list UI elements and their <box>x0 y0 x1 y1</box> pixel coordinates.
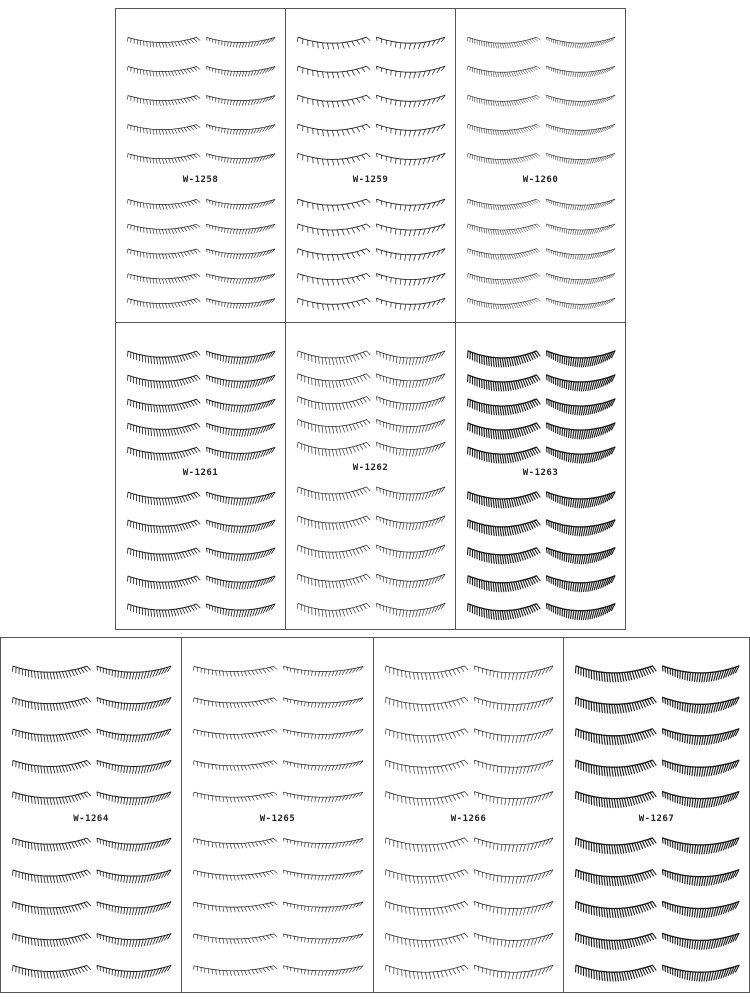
lash-strip <box>207 576 276 589</box>
lash-strip <box>663 729 740 745</box>
lash-strip <box>468 423 541 439</box>
lash-strip <box>547 351 616 367</box>
lash-strip <box>576 666 657 682</box>
lash-strip <box>207 96 276 106</box>
lash-strip <box>475 965 554 979</box>
sheet-code: W-1261 <box>182 468 219 478</box>
lash-strip <box>475 838 554 852</box>
lash-strip <box>128 200 201 210</box>
lash-strip <box>663 838 740 854</box>
lash-strip <box>128 125 201 135</box>
lash-strip <box>386 838 469 852</box>
lash-strip <box>377 153 446 165</box>
sheet-code: W-1266 <box>450 814 487 824</box>
sheet-code: W-1265 <box>259 814 296 824</box>
lash-sheet-w-1259 <box>285 8 456 323</box>
lash-strip <box>386 666 469 680</box>
lash-sheet-w-1264 <box>0 637 182 993</box>
lash-strip <box>663 870 740 886</box>
lash-strip <box>468 249 541 260</box>
lash-strip <box>547 199 616 210</box>
lash-strip <box>547 399 616 415</box>
lash-sheet-w-1262 <box>285 322 456 630</box>
lash-strip <box>468 351 541 367</box>
lash-strip <box>298 66 371 78</box>
lash-strip <box>576 792 657 808</box>
lash-strip <box>468 447 541 463</box>
lash-strip <box>386 933 469 947</box>
lash-strip <box>576 965 657 981</box>
lash-strip <box>468 274 541 285</box>
lash-strip <box>207 375 276 388</box>
lash-strip <box>13 934 91 947</box>
sheet-code: W-1267 <box>638 814 675 824</box>
lash-strip <box>207 299 276 309</box>
lash-strip <box>207 492 276 505</box>
lash-strip <box>547 124 616 135</box>
lash-strip <box>128 249 201 259</box>
lash-strip <box>377 224 446 236</box>
sheet-code: W-1259 <box>352 175 389 185</box>
lash-strip <box>547 447 616 463</box>
lash-strip <box>298 374 371 388</box>
lash-strip <box>468 224 541 235</box>
lash-strip <box>128 154 201 164</box>
lash-strip <box>298 487 371 501</box>
lash-strip <box>194 870 278 880</box>
lash-strip <box>663 697 740 713</box>
lash-strip <box>298 351 371 365</box>
lash-strip <box>194 667 278 677</box>
lash-strip <box>468 399 541 415</box>
lash-strip <box>468 548 541 564</box>
lash-strip <box>377 442 446 456</box>
lash-strip <box>468 95 541 106</box>
lash-strip <box>128 375 201 388</box>
lash-strip <box>298 224 371 236</box>
lash-strip <box>128 492 201 505</box>
lash-strip <box>547 37 616 48</box>
lash-strip <box>547 375 616 391</box>
lash-strips <box>286 323 457 631</box>
lash-strip <box>284 934 364 944</box>
lash-strips <box>286 9 457 324</box>
lash-strip <box>194 729 278 739</box>
lash-strip <box>377 199 446 211</box>
lash-strip <box>547 249 616 260</box>
lash-strip <box>377 574 446 588</box>
lash-strip <box>13 761 91 774</box>
lash-strip <box>207 447 276 460</box>
lash-strip <box>547 604 616 620</box>
lash-strip <box>547 274 616 285</box>
lash-strip <box>97 934 171 947</box>
lash-strip <box>207 249 276 259</box>
lash-strip <box>284 870 364 880</box>
lash-strip <box>386 792 469 806</box>
lash-strip <box>576 933 657 949</box>
lash-strip <box>468 199 541 210</box>
sheet-code: W-1262 <box>352 463 389 473</box>
lash-strip <box>386 729 469 743</box>
lash-strip <box>377 37 446 49</box>
lash-strip <box>377 274 446 286</box>
lash-strip <box>377 420 446 434</box>
lash-strip <box>97 761 171 774</box>
lash-sheet-w-1266 <box>373 637 564 993</box>
lash-strip <box>128 604 201 617</box>
lash-strip <box>377 124 446 136</box>
lash-strips <box>116 9 287 324</box>
lash-strip <box>475 729 554 743</box>
lash-strip <box>386 965 469 979</box>
lash-strip <box>207 274 276 284</box>
lash-strip <box>128 399 201 412</box>
lash-strip <box>468 492 541 508</box>
lash-strip <box>97 966 171 979</box>
lash-strip <box>377 249 446 261</box>
lash-strip <box>13 666 91 679</box>
lash-strip <box>298 37 371 49</box>
lash-strip <box>194 792 278 802</box>
lash-strip <box>298 442 371 456</box>
lash-strip <box>128 224 201 234</box>
lash-strip <box>207 351 276 364</box>
lash-strip <box>97 729 171 742</box>
lash-strip <box>97 792 171 805</box>
lash-strip <box>284 761 364 771</box>
lash-strip <box>194 934 278 944</box>
lash-strip <box>377 374 446 388</box>
lash-strip <box>576 870 657 886</box>
lash-strip <box>547 153 616 164</box>
lash-strip <box>128 38 201 48</box>
lash-strip <box>128 274 201 284</box>
sheet-code: W-1263 <box>522 468 559 478</box>
lash-strip <box>468 153 541 164</box>
lash-strip <box>547 95 616 106</box>
lash-strip <box>468 604 541 620</box>
lash-strip <box>128 520 201 533</box>
sheet-code: W-1260 <box>522 175 559 185</box>
lash-strip <box>207 224 276 234</box>
lash-strip <box>377 397 446 411</box>
lash-strip <box>97 870 171 883</box>
lash-strip <box>284 698 364 708</box>
lash-strip <box>475 870 554 884</box>
lash-strip <box>298 249 371 261</box>
lash-strip <box>207 548 276 561</box>
lash-strip <box>128 447 201 460</box>
lash-strip <box>547 224 616 235</box>
lash-strip <box>207 423 276 436</box>
lash-strip <box>298 199 371 211</box>
lash-strip <box>284 729 364 739</box>
lash-strip <box>298 516 371 530</box>
lash-strip <box>377 351 446 365</box>
lash-strip <box>298 274 371 286</box>
lash-strip <box>468 576 541 592</box>
lash-strip <box>298 420 371 434</box>
lash-sheet-w-1265 <box>181 637 374 993</box>
lash-sheet-w-1260 <box>455 8 626 323</box>
lash-strip <box>386 870 469 884</box>
lash-strip <box>298 124 371 136</box>
lash-strip <box>475 697 554 711</box>
lash-strip <box>386 697 469 711</box>
lash-sheet-w-1263 <box>455 322 626 630</box>
lash-strip <box>13 902 91 915</box>
lash-strip <box>386 902 469 916</box>
lash-sheet-w-1267 <box>563 637 750 993</box>
lash-strip <box>97 838 171 851</box>
lash-strip <box>207 399 276 412</box>
lash-strip <box>13 838 91 851</box>
lash-strip <box>194 698 278 708</box>
lash-strip <box>663 902 740 918</box>
lash-strip <box>207 67 276 77</box>
lash-strip <box>13 966 91 979</box>
lash-strip <box>576 838 657 854</box>
lash-strip <box>298 298 371 310</box>
lash-strip <box>663 760 740 776</box>
lash-strip <box>207 520 276 533</box>
lash-strip <box>475 933 554 947</box>
lash-strip <box>194 902 278 912</box>
lash-strip <box>468 124 541 135</box>
lash-strip <box>576 697 657 713</box>
lash-strip <box>547 298 616 309</box>
lash-strip <box>207 200 276 210</box>
lash-strip <box>128 67 201 77</box>
lash-strip <box>284 902 364 912</box>
lash-strip <box>576 760 657 776</box>
lash-strip <box>128 576 201 589</box>
lash-strip <box>194 839 278 849</box>
lash-strip <box>207 604 276 617</box>
lash-strip <box>13 698 91 711</box>
lash-strip <box>663 965 740 981</box>
lash-strip <box>97 698 171 711</box>
lash-strip <box>13 729 91 742</box>
lash-strip <box>207 154 276 164</box>
lash-strip <box>97 902 171 915</box>
lash-strip <box>547 548 616 564</box>
lash-strip <box>468 520 541 536</box>
lash-strip <box>576 729 657 745</box>
lash-strip <box>298 95 371 107</box>
lash-strip <box>547 66 616 77</box>
lash-strip <box>663 792 740 808</box>
lash-strip <box>284 839 364 849</box>
lash-strip <box>377 95 446 107</box>
lash-strip <box>386 760 469 774</box>
lash-sheet-w-1261 <box>115 322 286 630</box>
lash-strip <box>475 760 554 774</box>
sheet-code: W-1258 <box>182 175 219 185</box>
lash-strip <box>377 516 446 530</box>
lash-strip <box>663 666 740 682</box>
lash-strip <box>377 298 446 310</box>
lash-strip <box>97 666 171 679</box>
lash-strip <box>284 667 364 677</box>
lash-strip <box>547 423 616 439</box>
lash-strip <box>207 38 276 48</box>
sheet-code: W-1264 <box>73 814 109 824</box>
lash-strip <box>468 66 541 77</box>
lash-strip <box>576 902 657 918</box>
lash-strip <box>128 96 201 106</box>
lash-strip <box>468 375 541 391</box>
lash-strip <box>298 397 371 411</box>
lash-strip <box>128 548 201 561</box>
lash-strips <box>456 9 627 324</box>
lash-strip <box>298 603 371 617</box>
lash-strip <box>13 870 91 883</box>
lash-strip <box>377 545 446 559</box>
lash-strip <box>128 351 201 364</box>
lash-strip <box>284 792 364 802</box>
lash-strip <box>284 966 364 976</box>
lash-strip <box>547 576 616 592</box>
lash-strip <box>547 492 616 508</box>
lash-strip <box>547 520 616 536</box>
lash-strip <box>468 298 541 309</box>
lash-strip <box>468 37 541 48</box>
lash-strip <box>298 574 371 588</box>
lash-strip <box>377 487 446 501</box>
lash-strip <box>663 933 740 949</box>
lash-sheet-w-1258 <box>115 8 286 323</box>
lash-strip <box>194 966 278 976</box>
lash-strip <box>377 603 446 617</box>
lash-strip <box>128 423 201 436</box>
lash-strip <box>475 666 554 680</box>
lash-strip <box>298 545 371 559</box>
lash-strip <box>13 792 91 805</box>
lash-strip <box>475 792 554 806</box>
lash-strip <box>475 902 554 916</box>
lash-strip <box>298 153 371 165</box>
lash-strip <box>207 125 276 135</box>
lash-strip <box>377 66 446 78</box>
lash-strip <box>194 761 278 771</box>
lash-strip <box>128 299 201 309</box>
